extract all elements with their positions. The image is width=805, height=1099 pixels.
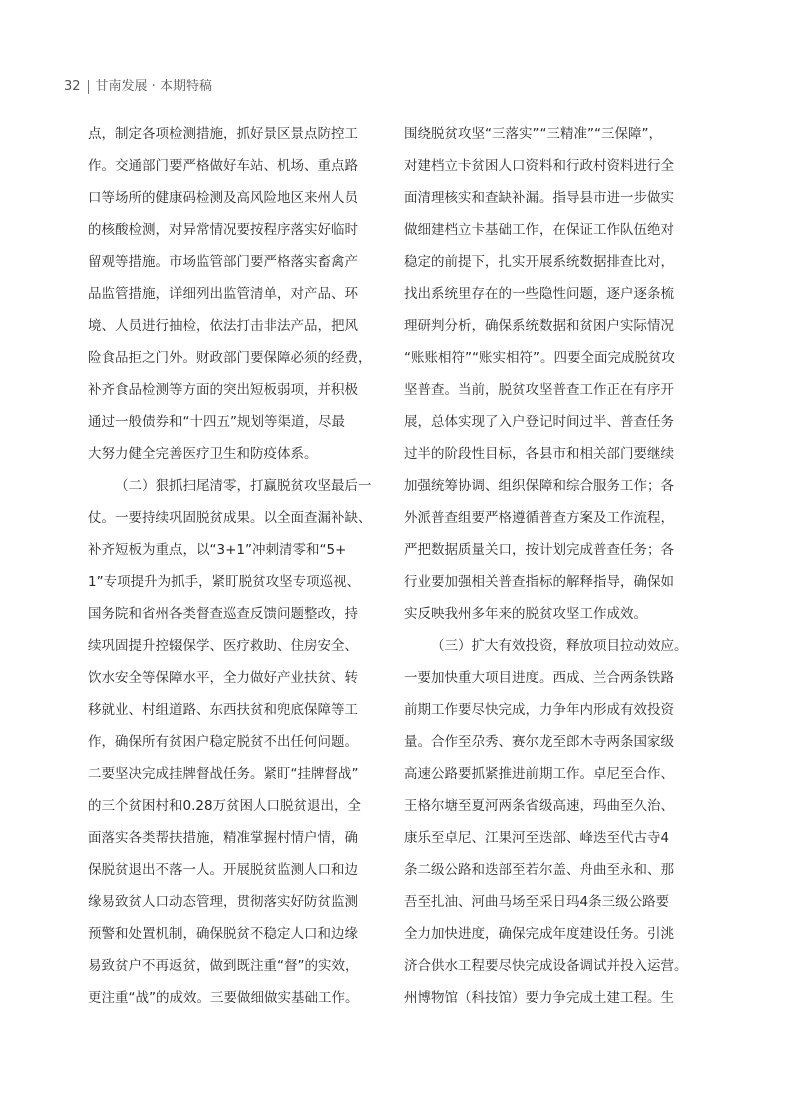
text-line: 的核酸检测，对异常情况要按程序落实好临时: [88, 222, 358, 238]
text-line: 展，总体实现了入户登记时间过半、普查任务: [404, 414, 674, 430]
text-line: 找出系统里存在的一些隐性问题，逐户逐条梳: [404, 286, 674, 302]
text-line: 济合供水工程要尽快完成设备调试并投入运营。: [404, 958, 688, 974]
text-line: 做细建档立卡基础工作，在保证工作队伍绝对: [404, 222, 674, 238]
text-line: 仗。一要持续巩固脱贫成果。以全面查漏补缺、: [88, 510, 372, 526]
text-line: 稳定的前提下，扎实开展系统数据排查比对，: [404, 254, 674, 270]
text-line: 加强统筹协调、组织保障和综合服务工作；各: [404, 478, 674, 494]
text-line: 实反映我州多年来的脱贫攻坚工作成效。: [404, 606, 647, 622]
text-line: 口等场所的健康码检测及高风险地区来州人员: [88, 190, 358, 206]
text-line: 量。合作至尕秀、赛尔龙至郎木寺两条国家级: [404, 734, 674, 750]
text-line: 饮水安全等保障水平，全力做好产业扶贫、转: [88, 670, 358, 686]
text-line: 条二级公路和迭部至若尔盖、舟曲至永和、那: [404, 862, 674, 878]
page-number: 32: [64, 79, 81, 94]
text-line: “账账相符”“账实相符”。四要全面完成脱贫攻: [404, 350, 675, 366]
text-line: 的三个贫困村和0.28万贫困人口脱贫退出，全: [88, 798, 362, 814]
text-line: 面落实各类帮扶措施，精准掌握村情户情，确: [88, 830, 358, 846]
text-line: 通过一般债券和“十四五”规划等渠道，尽最: [88, 414, 345, 430]
text-line: （二）狠抓扫尾清零，打赢脱贫攻坚最后一: [115, 478, 372, 494]
text-line: 对建档立卡贫困人口资料和行政村资料进行全: [404, 158, 674, 174]
text-line: 全力加快进度，确保完成年度建设任务。引洮: [404, 926, 674, 942]
text-line: 境、人员进行抽检，依法打击非法产品，把风: [88, 318, 358, 334]
text-line: 保脱贫退出不落一人。开展脱贫监测人口和边: [88, 862, 358, 878]
text-line: 点，制定各项检测措施，抓好景区景点防控工: [88, 126, 358, 142]
text-line: 高速公路要抓紧推进前期工作。卓尼至合作、: [404, 766, 674, 782]
text-line: 作，确保所有贫困户稳定脱贫不出任何问题。: [88, 734, 358, 750]
text-line: 缘易致贫人口动态管理，贯彻落实好防贫监测: [88, 894, 358, 910]
text-line: 补齐短板为重点，以“3+1”冲刺清零和“5+: [88, 542, 347, 558]
text-line: 续巩固提升控辍保学、医疗救助、住房安全、: [88, 638, 358, 654]
text-line: 吾至扎油、河曲马场至采日玛4条三级公路要: [404, 894, 670, 910]
text-line: （三）扩大有效投资，释放项目拉动效应。: [431, 638, 688, 654]
section-title: 甘南发展 · 本期特稿: [95, 79, 212, 94]
text-line: 更注重“战”的成效。三要做细做实基础工作。: [88, 990, 359, 1006]
text-line: 险食品拒之门外。财政部门要保障必须的经费，: [88, 350, 372, 366]
text-line: 预警和处置机制，确保脱贫不稳定人口和边缘: [88, 926, 358, 942]
text-line: 外派普查组要严格遵循普查方案及工作流程，: [404, 510, 674, 526]
text-line: 康乐至卓尼、江果河至迭部、峰迭至代古寺4: [404, 830, 670, 846]
header-divider: [88, 80, 89, 94]
text-line: 围绕脱贫攻坚“三落实”“三精准”“三保障”，: [404, 126, 662, 142]
left-text-column: [88, 118, 378, 1014]
text-line: 面清理核实和查缺补漏。指导县市进一步做实: [404, 190, 674, 206]
text-line: 补齐食品检测等方面的突出短板弱项，并积极: [88, 382, 358, 398]
text-line: 大努力健全完善医疗卫生和防疫体系。: [88, 446, 318, 462]
right-text-column: [404, 118, 694, 1014]
running-header: [64, 79, 212, 95]
text-line: 作。交通部门要严格做好车站、机场、重点路: [88, 158, 358, 174]
text-line: 易致贫户不再返贫，做到既注重“督”的实效，: [88, 958, 359, 974]
text-line: 国务院和省州各类督查巡查反馈问题整改，持: [88, 606, 358, 622]
text-line: 严把数据质量关口，按计划完成普查任务；各: [404, 542, 674, 558]
text-line: 坚普查。当前，脱贫攻坚普查工作正在有序开: [404, 382, 674, 398]
text-line: 品监管措施，详细列出监管清单，对产品、环: [88, 286, 358, 302]
text-line: 1”专项提升为抓手，紧盯脱贫攻坚专项巡视、: [88, 574, 361, 590]
text-line: 留观等措施。市场监管部门要严格落实畜禽产: [88, 254, 358, 270]
text-line: 州博物馆（科技馆）要力争完成土建工程。生: [404, 990, 674, 1006]
text-line: 一要加快重大项目进度。西成、兰合两条铁路: [404, 670, 674, 686]
text-line: 移就业、村组道路、东西扶贫和兜底保障等工: [88, 702, 358, 718]
text-line: 过半的阶段性目标，各县市和相关部门要继续: [404, 446, 674, 462]
text-line: 行业要加强相关普查指标的解释指导，确保如: [404, 574, 674, 590]
text-line: 王格尔塘至夏河两条省级高速，玛曲至久治、: [404, 798, 674, 814]
text-line: 理研判分析，确保系统数据和贫困户实际情况: [404, 318, 674, 334]
text-line: 二要坚决完成挂牌督战任务。紧盯“挂牌督战”: [88, 766, 359, 782]
text-line: 前期工作要尽快完成，力争年内形成有效投资: [404, 702, 674, 718]
